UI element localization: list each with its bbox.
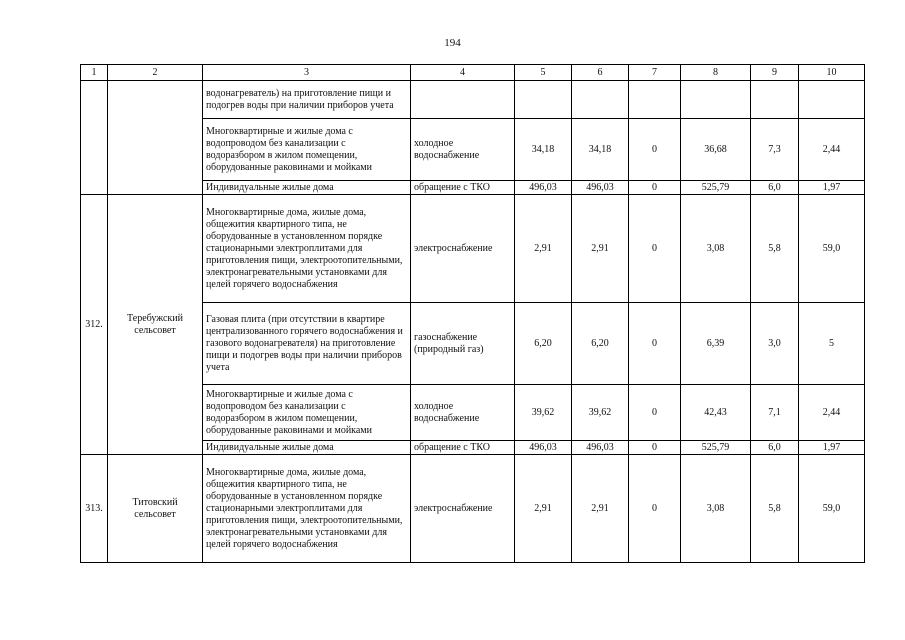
- value-cell: 39,62: [572, 385, 629, 441]
- value-cell: 0: [629, 181, 681, 195]
- value-cell: [799, 81, 865, 119]
- column-header: 6: [572, 65, 629, 81]
- value-cell: 0: [629, 385, 681, 441]
- value-cell: [681, 81, 751, 119]
- category-description: Индивидуальные жилые дома: [203, 181, 411, 195]
- resource-type: обращение с ТКО: [411, 441, 515, 455]
- value-cell: 496,03: [515, 441, 572, 455]
- value-cell: 7,1: [751, 385, 799, 441]
- value-cell: 5: [799, 303, 865, 385]
- category-description: Индивидуальные жилые дома: [203, 441, 411, 455]
- category-description: водонагреватель) на приготовление пищи и подогрев воды при наличии приборов учета: [203, 81, 411, 119]
- value-cell: 7,3: [751, 119, 799, 181]
- settlement-cell: [108, 81, 203, 195]
- resource-type: холодное водоснабжение: [411, 385, 515, 441]
- tariff-table: [80, 64, 865, 563]
- value-cell: 6,0: [751, 181, 799, 195]
- column-header: 1: [81, 65, 108, 81]
- settlement-cell: Теребужский сельсовет: [108, 195, 203, 455]
- value-cell: 0: [629, 455, 681, 563]
- value-cell: [629, 81, 681, 119]
- value-cell: 59,0: [799, 195, 865, 303]
- column-header: 8: [681, 65, 751, 81]
- value-cell: 0: [629, 195, 681, 303]
- settlement-cell: Титовский сельсовет: [108, 455, 203, 563]
- resource-type: электроснабжение: [411, 455, 515, 563]
- value-cell: 6,39: [681, 303, 751, 385]
- row-number-cell: [81, 81, 108, 195]
- table-row: [81, 455, 865, 563]
- resource-type: газоснабжение (природный газ): [411, 303, 515, 385]
- column-header: 4: [411, 65, 515, 81]
- value-cell: 496,03: [572, 181, 629, 195]
- value-cell: 0: [629, 119, 681, 181]
- value-cell: 0: [629, 303, 681, 385]
- column-header: 9: [751, 65, 799, 81]
- value-cell: 36,68: [681, 119, 751, 181]
- value-cell: 0: [629, 441, 681, 455]
- table-row: [81, 195, 865, 303]
- value-cell: 2,44: [799, 385, 865, 441]
- value-cell: 2,44: [799, 119, 865, 181]
- value-cell: [515, 81, 572, 119]
- resource-cell: [411, 81, 515, 119]
- category-description: Многоквартирные дома, жилые дома, общежития квартирного типа, не оборудованные в установленном порядке стационарными электроплитами для приготовления пищи, электроотопительными, электронагревательными установками для целей горячего водоснабжения: [203, 195, 411, 303]
- resource-type: обращение с ТКО: [411, 181, 515, 195]
- value-cell: [751, 81, 799, 119]
- category-description: Газовая плита (при отсутствии в квартире централизованного горячего водоснабжения и газового водонагревателя) на приготовление пищи и подогрев воды при наличии приборов учета: [203, 303, 411, 385]
- column-header: 3: [203, 65, 411, 81]
- value-cell: 3,08: [681, 195, 751, 303]
- table-row: [81, 81, 865, 119]
- row-number-cell: 313.: [81, 455, 108, 563]
- value-cell: 1,97: [799, 441, 865, 455]
- value-cell: 496,03: [515, 181, 572, 195]
- value-cell: 3,08: [681, 455, 751, 563]
- resource-type: холодное водоснабжение: [411, 119, 515, 181]
- category-description: Многоквартирные дома, жилые дома, общежития квартирного типа, не оборудованные в установленном порядке стационарными электроплитами для приготовления пищи, электроотопительными, электронагревательными установками для целей горячего водоснабжения: [203, 455, 411, 563]
- page-number: 194: [444, 37, 461, 49]
- value-cell: 1,97: [799, 181, 865, 195]
- value-cell: 3,0: [751, 303, 799, 385]
- column-header: 2: [108, 65, 203, 81]
- value-cell: 6,20: [572, 303, 629, 385]
- value-cell: 42,43: [681, 385, 751, 441]
- value-cell: 525,79: [681, 441, 751, 455]
- value-cell: 39,62: [515, 385, 572, 441]
- row-number-cell: 312.: [81, 195, 108, 455]
- value-cell: [572, 81, 629, 119]
- value-cell: 525,79: [681, 181, 751, 195]
- value-cell: 6,20: [515, 303, 572, 385]
- value-cell: 5,8: [751, 455, 799, 563]
- column-header: 10: [799, 65, 865, 81]
- category-description: Многоквартирные и жилые дома с водопроводом без канализации с водоразбором в жилом помещении, оборудованные раковинами и мойками: [203, 119, 411, 181]
- value-cell: 496,03: [572, 441, 629, 455]
- column-number-row: [81, 65, 865, 81]
- value-cell: 34,18: [572, 119, 629, 181]
- value-cell: 2,91: [572, 455, 629, 563]
- value-cell: 6,0: [751, 441, 799, 455]
- value-cell: 34,18: [515, 119, 572, 181]
- value-cell: 59,0: [799, 455, 865, 563]
- value-cell: 5,8: [751, 195, 799, 303]
- category-description: Многоквартирные и жилые дома с водопроводом без канализации с водоразбором в жилом помещении, оборудованные раковинами и мойками: [203, 385, 411, 441]
- value-cell: 2,91: [515, 455, 572, 563]
- column-header: 5: [515, 65, 572, 81]
- value-cell: 2,91: [515, 195, 572, 303]
- column-header: 7: [629, 65, 681, 81]
- value-cell: 2,91: [572, 195, 629, 303]
- resource-type: электроснабжение: [411, 195, 515, 303]
